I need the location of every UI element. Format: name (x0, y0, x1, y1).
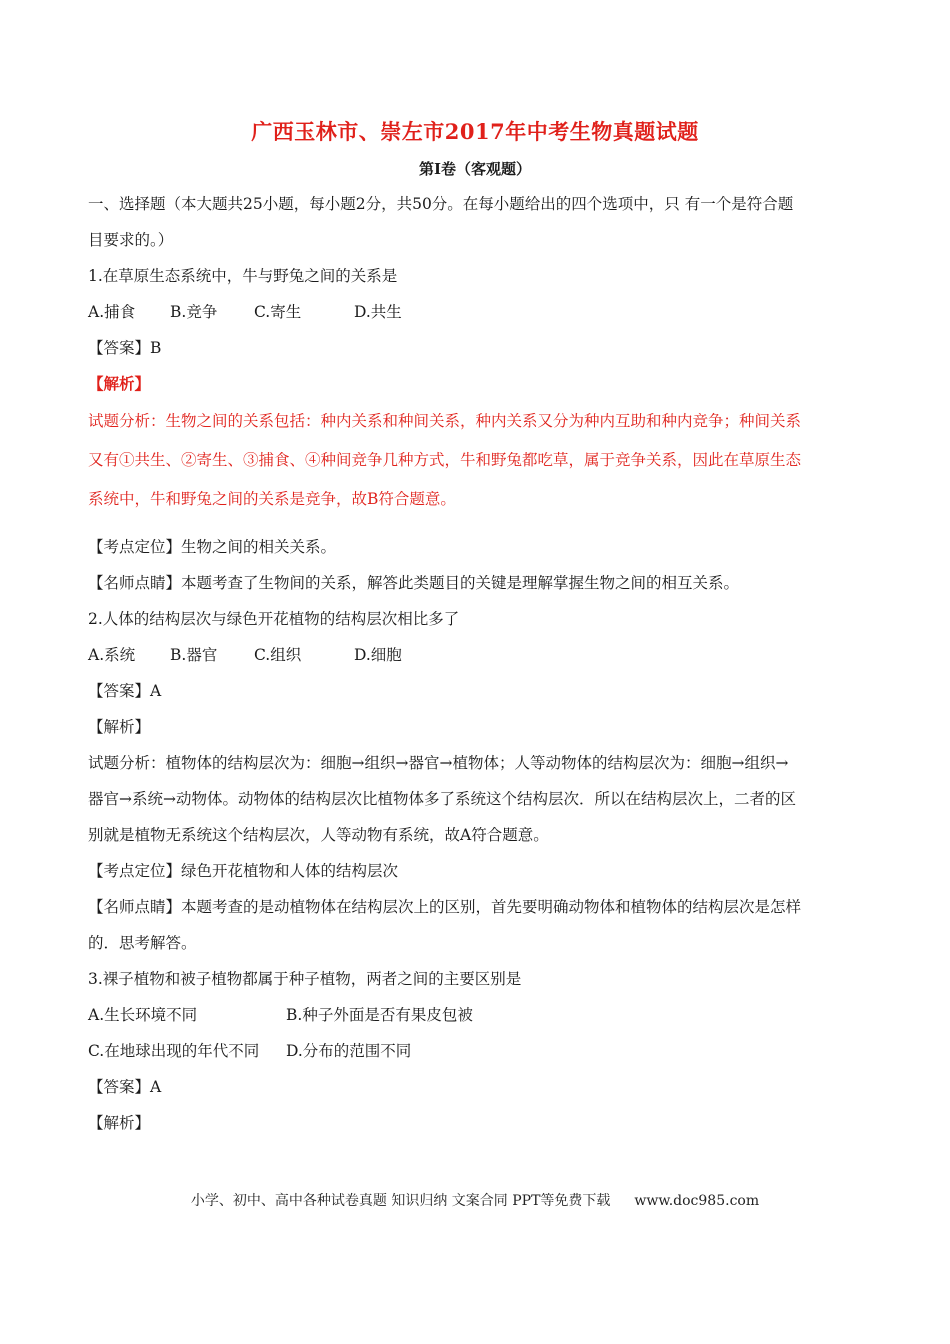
question-1-analysis (88, 402, 863, 519)
page-footer (0, 1190, 950, 1210)
question-2-options (88, 637, 863, 673)
question-1-mingshi: 【名师点睛】本题考查了生物间的关系，解答此类题目的关键是理解掌握生物之间的相互关系。 (88, 574, 740, 592)
option-b: B.竞争 (170, 303, 218, 321)
question-2-analysis-label: 【解析】 (88, 718, 151, 736)
question-1-kaodian: 【考点定位】生物之间的相关关系。 (88, 538, 337, 556)
question-3-options (88, 997, 863, 1033)
option-a: A.生长环境不同 (88, 1006, 198, 1024)
question-2-stem: 2.人体的结构层次与绿色开花植物的结构层次相比多了 (88, 610, 460, 628)
analysis-line: 系统中，牛和野兔之间的关系是竞争，故B符合题意。 (88, 490, 456, 508)
question-2-mingshi: 【名师点睛】本题考查的是动植物体在结构层次上的区别，首先要明确动物体和植物体的结构层次是怎样 (88, 898, 802, 916)
question-2-kaodian: 【考点定位】绿色开花植物和人体的结构层次 (88, 862, 399, 880)
option-b: B.器官 (170, 646, 218, 664)
analysis-line: 别就是植物无系统这个结构层次，人等动物有系统，故A符合题意。 (88, 826, 549, 844)
option-d: D.细胞 (354, 646, 402, 664)
option-a: A.系统 (88, 646, 136, 664)
question-1-options (88, 294, 863, 330)
option-c: C.寄生 (254, 303, 302, 321)
footer-text: 小学、初中、高中各种试卷真题 知识归纳 文案合同 PPT等免费下载 (190, 1193, 611, 1209)
question-2-mingshi-cont: 的．思考解答。 (88, 934, 197, 952)
analysis-line: 试题分析：生物之间的关系包括：种内关系和种间关系，种内关系又分为种内互助和种内竞争；种间关系 (88, 412, 802, 430)
question-3-analysis-label: 【解析】 (88, 1114, 151, 1132)
option-d: D.分布的范围不同 (286, 1042, 412, 1060)
option-c: C.组织 (254, 646, 302, 664)
analysis-line: 又有①共生、②寄生、③捕食、④种间竞争几种方式，牛和野兔都吃草，属于竞争关系，因此在草原生态 (88, 451, 802, 469)
question-1-analysis-label: 【解析】 (88, 374, 151, 393)
analysis-line: 器官→系统→动物体。动物体的结构层次比植物体多了系统这个结构层次．所以在结构层次上，二者的区 (88, 790, 796, 808)
question-1-stem: 1.在草原生态系统中，牛与野兔之间的关系是 (88, 267, 398, 285)
page-title: 广西玉林市、崇左市2017年中考生物真题试题 (251, 119, 699, 144)
section-heading: 第Ⅰ卷（客观题） (418, 160, 532, 178)
option-c: C.在地球出现的年代不同 (88, 1042, 260, 1060)
option-b: B.种子外面是否有果皮包被 (286, 1006, 473, 1024)
question-3-answer: 【答案】A (88, 1078, 162, 1096)
instructions-line: 一、选择题（本大题共25小题，每小题2分，共50分。在每小题给出的四个选项中，只 有一个是符合题 (88, 195, 794, 213)
instructions-line: 目要求的。） (88, 231, 174, 249)
option-a: A.捕食 (88, 303, 136, 321)
document-body (88, 186, 863, 1141)
footer-url[interactable]: www.doc985.com (634, 1193, 760, 1209)
analysis-line: 试题分析：植物体的结构层次为：细胞→组织→器官→植物体；人等动物体的结构层次为：细胞→组织→ (88, 754, 789, 772)
question-3-stem: 3.裸子植物和被子植物都属于种子植物，两者之间的主要区别是 (88, 970, 522, 988)
question-3-options (88, 1033, 863, 1069)
question-1-answer: 【答案】B (88, 339, 162, 357)
question-2-answer: 【答案】A (88, 682, 162, 700)
option-d: D.共生 (354, 303, 402, 321)
